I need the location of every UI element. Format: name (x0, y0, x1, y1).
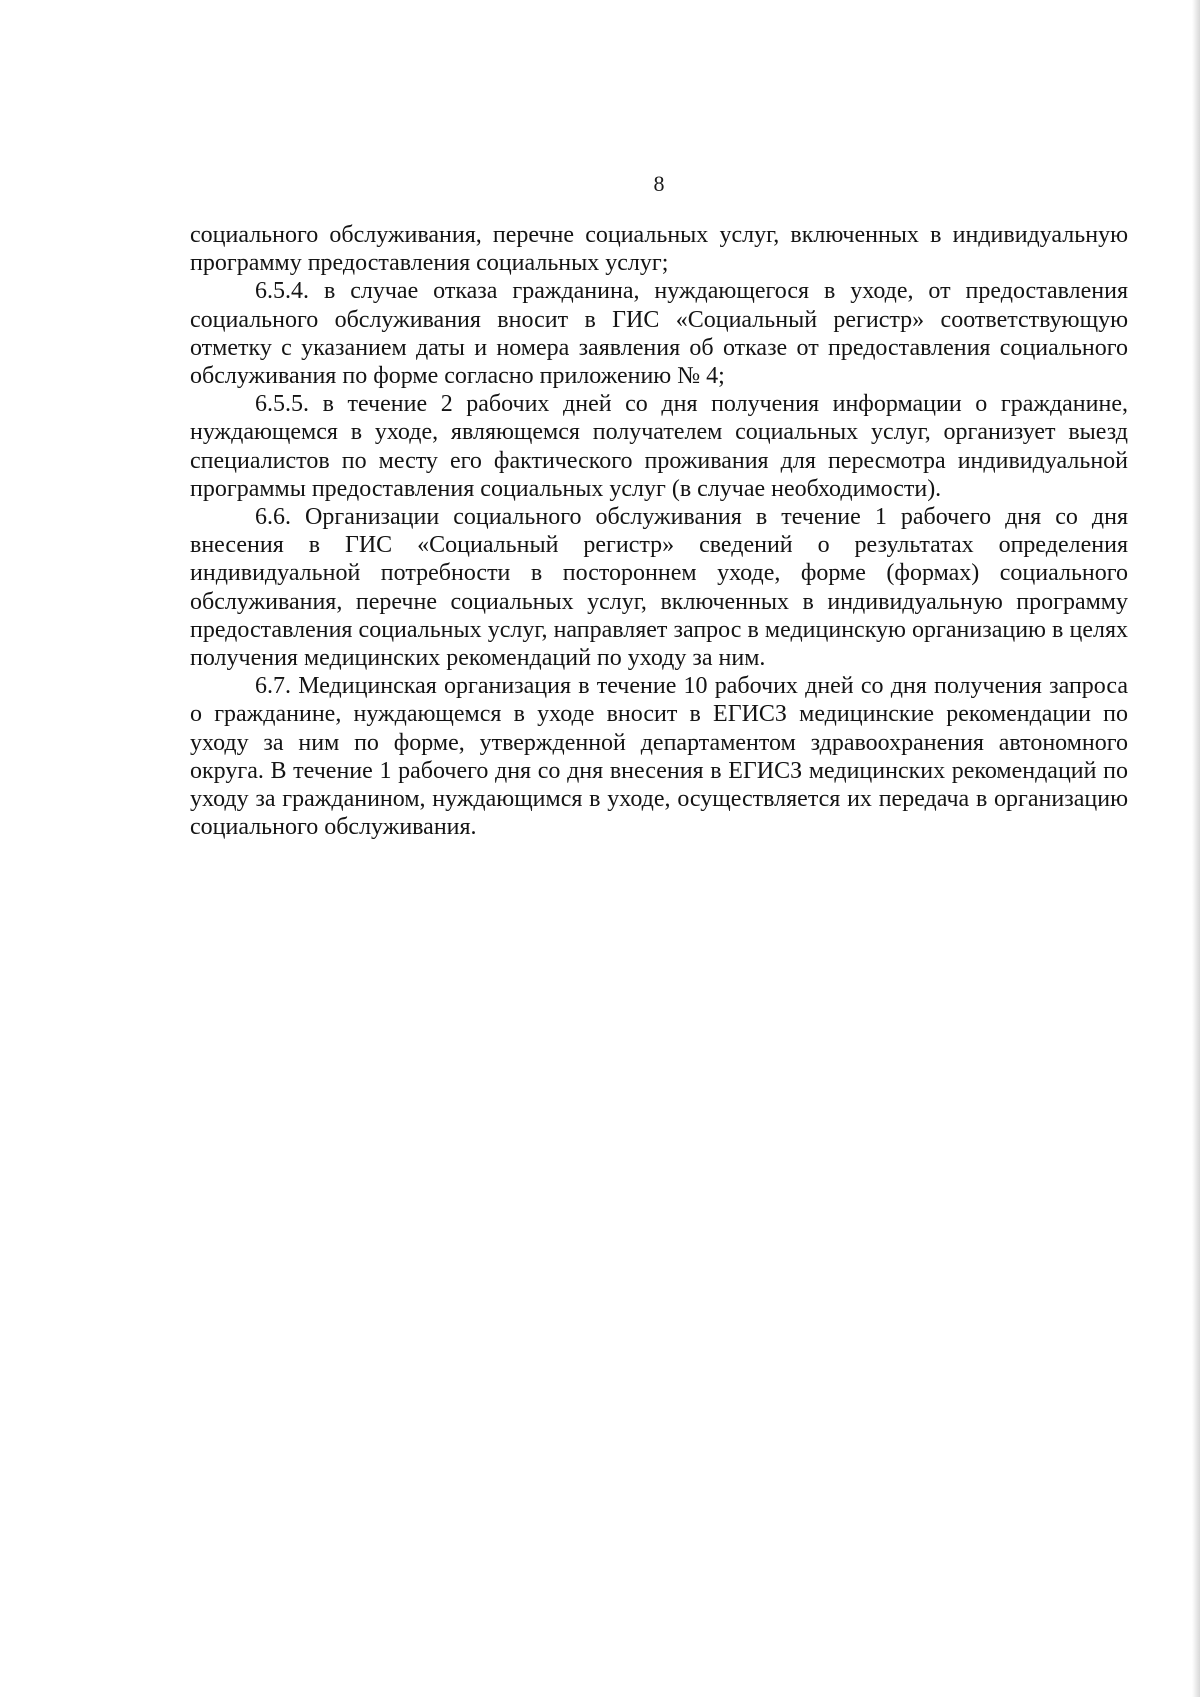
paragraph-6-5-5: 6.5.5. в течение 2 рабочих дней со дня получения информации о гражданине, нуждающемся в уходе, являющемся получателем социальных услуг, организует выезд специалистов по месту его фактического проживания для пересмотра индивидуальной программы предоставления социальных услуг (в случае необходимости). (190, 391, 1128, 502)
paragraph-6-6: 6.6. Организации социального обслуживания в течение 1 рабочего дня со дня внесения в ГИС «Социальный регистр» сведений о результатах определения индивидуальной потребности в постороннем уходе, форме (формах) социального обслуживания, перечне социальных услуг, включенных в индивидуальную программу предоставления социальных услуг, направляет запрос в медицинскую организацию в целях получения медицинских рекомендаций по уходу за ним. (190, 504, 1128, 672)
paragraph-6-5-4: 6.5.4. в случае отказа гражданина, нуждающегося в уходе, от предоставления социального обслуживания вносит в ГИС «Социальный регистр» соответствующую отметку с указанием даты и номера заявления об отказе от предоставления социального обслуживания по форме согласно приложению № 4; (190, 278, 1128, 390)
document-body (190, 221, 1128, 841)
paragraph-6-7: 6.7. Медицинская организация в течение 10 рабочих дней со дня получения запроса о гражданине, нуждающемся в уходе вносит в ЕГИСЗ медицинские рекомендации по уходу за ним по форме, утвержденной департаментом здравоохранения автономного округа. В течение 1 рабочего дня со дня внесения в ЕГИСЗ медицинских рекомендаций по уходу за гражданином, нуждающимся в уходе, осуществляется их передача в организацию социального обслуживания. (190, 673, 1128, 841)
page-number: 8 (653, 171, 665, 196)
paragraph-continuation: социального обслуживания, перечне социальных услуг, включенных в индивидуальную программу предоставления социальных услуг; (190, 222, 1128, 277)
page-edge-shadow (1192, 0, 1200, 1697)
